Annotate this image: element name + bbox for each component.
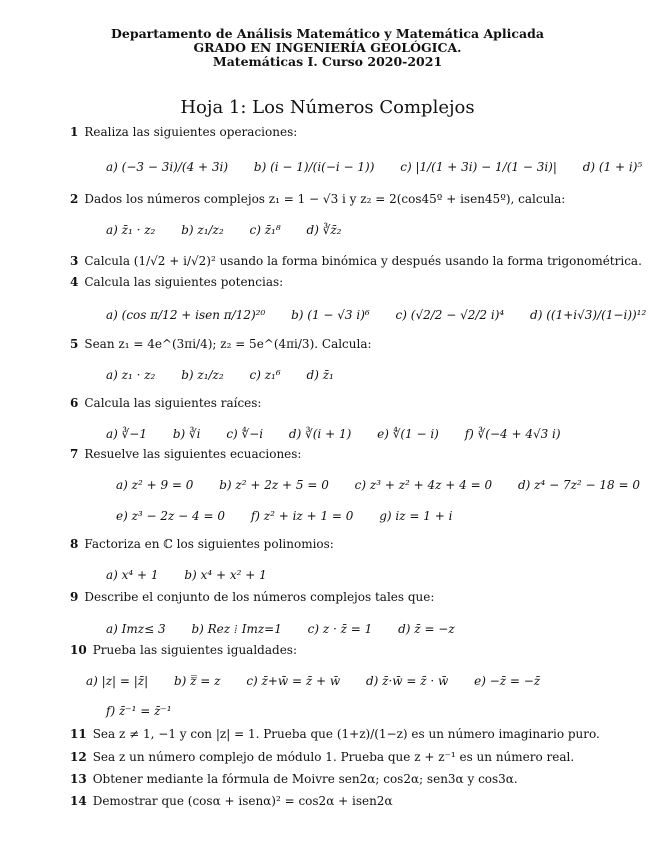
item: a) z² + 9 = 0 [116,478,194,492]
problem-13: 13 Obtener mediante la fórmula de Moivre sen2α; cos2α; sen3α y cos3α. [70,772,518,786]
item: b) z₁/z₂ [181,368,224,382]
problem-5: 5 Sean z₁ = 4e^(3πi/4); z₂ = 5e^(4πi/3). Calcula: [70,337,372,351]
item: b) ∛i [172,427,201,441]
item: d) z̄·w̄ = z̄ · w̄ [365,674,449,688]
problem-5-items [106,368,334,382]
item: c) ∜−i [226,427,264,441]
item: b) x⁴ + x² + 1 [184,568,267,582]
problem-4-items [106,308,646,322]
problem-7-items-row2 [116,509,452,523]
item: c) z₁⁶ [249,368,281,382]
item: g) iz = 1 + i [379,509,453,523]
item: c) |1/(1 + 3i) − 1/(1 − 3i)| [400,160,557,174]
item: c) z³ + z² + 4z + 4 = 0 [354,478,493,492]
item: d) (1 + i)⁵ [582,160,643,174]
problem-2: 2 Dados los números complejos z₁ = 1 − √3 i y z₂ = 2(cos45º + isen45º), calcula: [70,192,566,206]
problem-7: 7 Resuelve las siguientes ecuaciones: [70,447,302,461]
item: b) (1 − √3 i)⁶ [291,308,370,322]
item: b) z̿ = z [173,674,221,688]
item: b) Rez ⁞ Imz=1 [191,622,282,636]
item: c) (√2/2 − √2/2 i)⁴ [395,308,505,322]
problem-10: 10 Prueba las siguientes igualdades: [70,643,297,657]
problem-6: 6 Calcula las siguientes raíces: [70,396,262,410]
problem-9: 9 Describe el conjunto de los números complejos tales que: [70,590,435,604]
item: d) ∛(i + 1) [288,427,352,441]
item: f) z̄⁻¹ = z̄⁻¹ [106,704,172,718]
item: a) z₁ · z₂ [106,368,156,382]
item: c) z̄₁⁸ [249,223,281,237]
item: d) z̄ = −z [398,622,455,636]
item: f) ∛(−4 + 4√3 i) [464,427,561,441]
degree-line: GRADO EN INGENIERÍA GEOLÓGICA. [193,40,462,55]
item: e) z³ − 2z − 4 = 0 [116,509,226,523]
problem-3: 3 Calcula (1/√2 + i/√2)² usando la forma binómica y después usando la forma trigonométrica. [70,254,642,268]
problem-4: 4 Calcula las siguientes potencias: [70,275,284,289]
item: c) z̄+w̄ = z̄ + w̄ [246,674,341,688]
problem-2-items [106,223,341,237]
item: e) ∜(1 − i) [377,427,439,441]
item: b) z₁/z₂ [181,223,224,237]
item: d) z̄₁ [306,368,334,382]
item: a) ∛−1 [106,427,147,441]
item: d) ((1+i√3)/(1−i))¹² [530,308,647,322]
problem-11: 11 Sea z ≠ 1, −1 y con |z| = 1. Prueba que (1+z)/(1−z) es un número imaginario puro. [70,727,600,741]
item: a) z̄₁ · z₂ [106,223,156,237]
problem-8: 8 Factoriza en ℂ los siguientes polinomios: [70,537,334,551]
problem-12: 12 Sea z un número complejo de módulo 1. Prueba que z + z⁻¹ es un número real. [70,750,575,764]
item: a) x⁴ + 1 [106,568,159,582]
problem-7-items-row1 [116,478,640,492]
item: a) (−3 − 3i)/(4 + 3i) [106,160,229,174]
item: a) |z| = |z̄| [86,674,149,688]
item: e) −z̄ = −z̄ [474,674,541,688]
problem-1: 1 Realiza las siguientes operaciones: [70,125,298,139]
problem-14: 14 Demostrar que (cosα + isenα)² = cos2α + isen2α [70,794,393,808]
item: d) ∛z̄₂ [306,223,342,237]
page-title: Hoja 1: Los Números Complejos [180,97,475,118]
problem-10-items-row1 [86,674,540,688]
problem-10-items-row2 [106,704,172,718]
item: a) Imz≤ 3 [106,622,166,636]
problem-8-items [106,568,267,582]
item: f) z² + iz + 1 = 0 [250,509,354,523]
item: a) (cos π/12 + isen π/12)²⁰ [106,308,266,322]
problem-1-items [106,160,642,174]
item: c) z · z̄ = 1 [307,622,373,636]
course-line: Matemáticas I. Curso 2020-2021 [212,54,443,69]
item: b) (i − 1)/(i(−i − 1)) [253,160,375,174]
item: b) z² + 2z + 5 = 0 [219,478,329,492]
problem-9-items [106,622,455,637]
department-line: Departamento de Análisis Matemático y Matemática Aplicada [111,26,544,41]
header [0,27,655,69]
problem-6-items [106,427,561,441]
item: d) z⁴ − 7z² − 18 = 0 [517,478,640,492]
